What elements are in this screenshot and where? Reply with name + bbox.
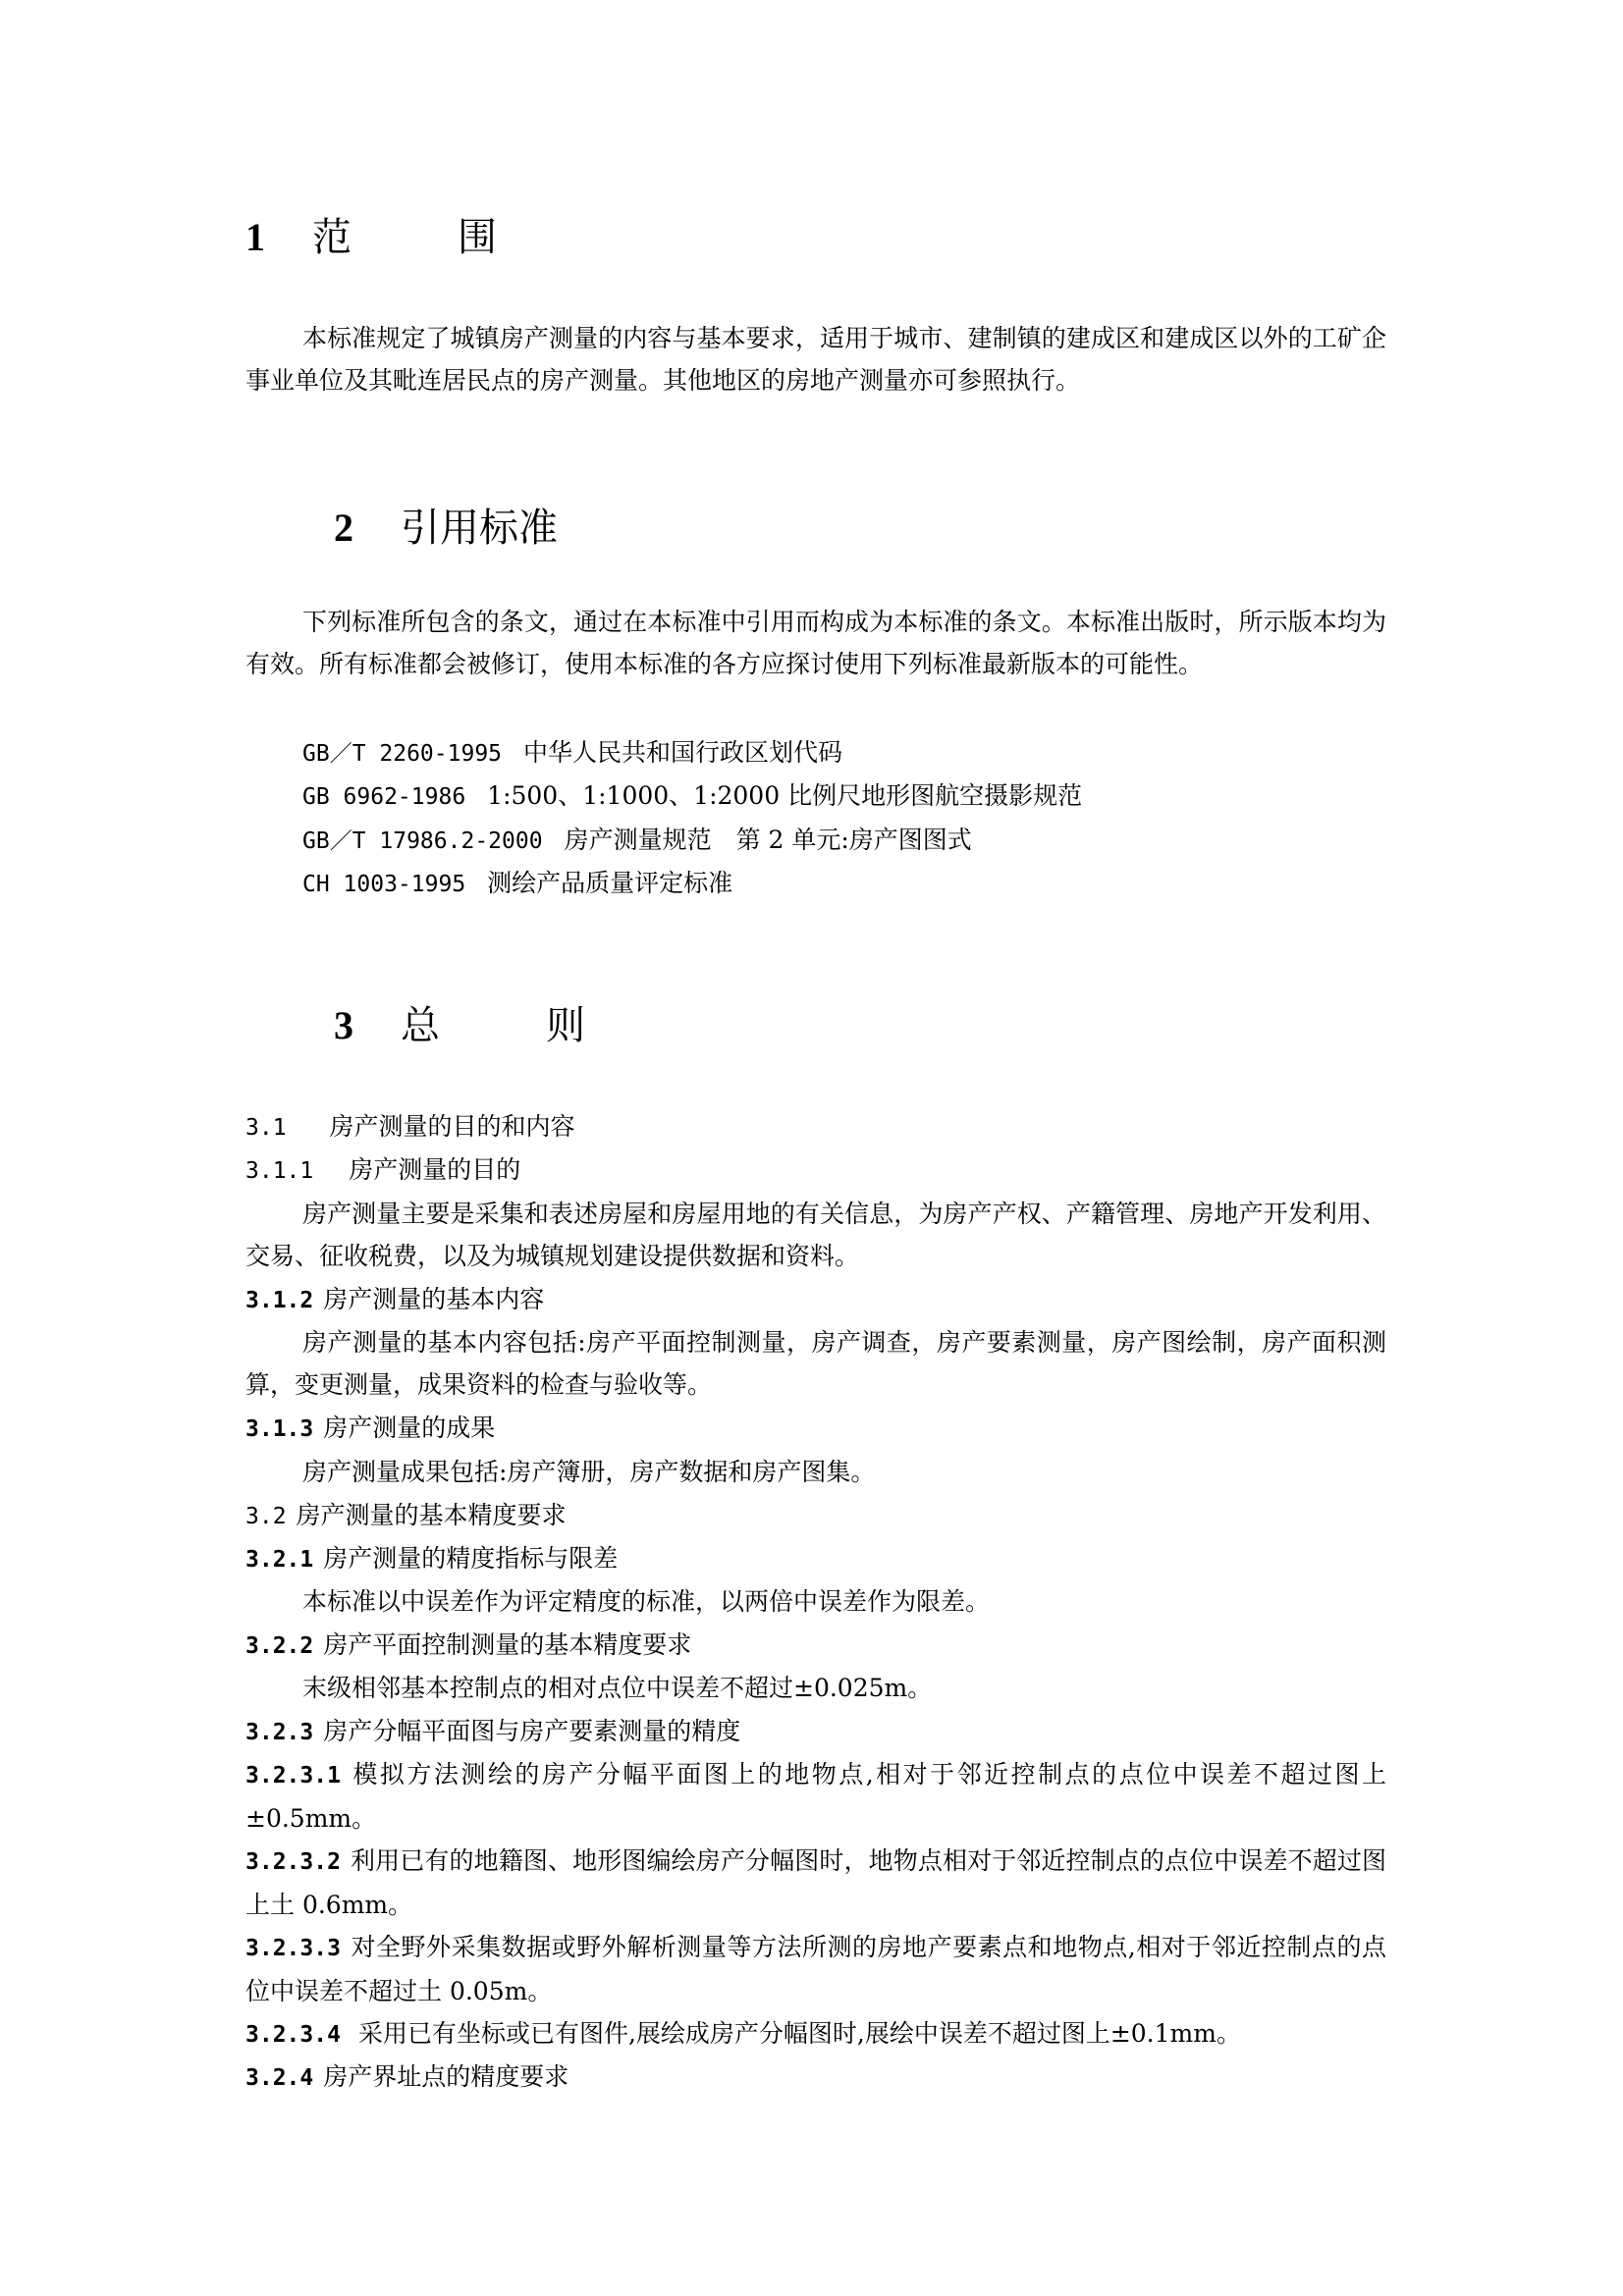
clause-3-1-2-body: 房产测量的基本内容包括:房产平面控制测量，房产调查，房产要素测量，房产图绘制，房产面积测算，变更测量，成果资料的检查与验收等。 [245,1328,1386,1399]
reference-item [302,731,842,775]
clause-3-1-1-body: 房产测量主要是采集和表述房屋和房屋用地的有关信息，为房产产权、产籍管理、房地产开发利用、交易、征收税费，以及为城镇规划建设提供数据和资料。 [245,1200,1386,1270]
section-1-body: 本标准规定了城镇房产测量的内容与基本要求，适用于城市、建制镇的建成区和建成区以外的工矿企事业单位及其毗连居民点的房产测量。其他地区的房地产测量亦可参照执行。 [245,324,1386,395]
clause-number: 3.2.3.1 [245,1763,341,1789]
reference-item [302,819,972,863]
clause-body: 对全野外采集数据或野外解析测量等方法所测的房地产要素点和地物点,相对于邻近控制点的点位中误差不超过土 0.05m。 [245,1933,1386,2005]
clause-title: 房产界址点的精度要求 [323,2062,569,2091]
clause-3-2-3-2 [245,1840,1386,1926]
reference-name: 中华人民共和国行政区划代码 [523,738,843,767]
section-number: 1 [245,215,265,259]
clause-3-2-2 [245,1624,691,1668]
reference-code: GB／T 2260-1995 [302,741,503,767]
clause-number: 3.1 [245,1115,287,1141]
reference-name: 测绘产品质量评定标准 [487,869,733,897]
clause-number: 3.1.3 [245,1416,314,1442]
clause-title: 房产测量的精度指标与限差 [323,1544,619,1573]
reference-name: 房产测量规范 第 2 单元:房产图图式 [564,826,972,854]
clause-title: 房产测量的基本精度要求 [296,1501,567,1529]
reference-code: CH 1003-1995 [302,872,466,897]
clause-title: 房产测量的目的和内容 [329,1112,575,1141]
clause-3-2-3-4 [245,2012,1241,2056]
clause-title: 房产分幅平面图与房产要素测量的精度 [323,1717,741,1745]
section-2-heading [334,506,558,551]
clause-number: 3.2.3 [245,1720,314,1745]
clause-3-2-1 [245,1537,618,1581]
clause-title: 房产测量的基本内容 [323,1285,545,1313]
clause-3-2 [245,1494,567,1538]
section-3-heading [334,1003,585,1048]
clause-number: 3.2.1 [245,1547,314,1573]
reference-name: 1:500、1:1000、1:2000 比例尺地形图航空摄影规范 [487,781,1083,810]
section-title-char: 围 [458,215,497,260]
section-number: 2 [334,506,353,550]
clause-body: 利用已有的地籍图、地形图编绘房产分幅图时，地物点相对于邻近控制点的点位中误差不超过图上土 0.6mm。 [245,1846,1386,1919]
clause-3-1-3 [245,1407,495,1451]
clause-3-2-3-3 [245,1926,1386,2012]
clause-3-1 [245,1105,575,1149]
reference-code: GB／T 17986.2-2000 [302,828,543,854]
clause-title: 房产测量的成果 [323,1414,496,1442]
section-title-char: 范 [312,215,352,260]
section-1-heading [245,215,497,260]
clause-3-2-3-1 [245,1753,1386,1840]
clause-3-1-2 [245,1278,544,1322]
clause-3-2-1-body: 本标准以中误差作为评定精度的标准，以两倍中误差作为限差。 [302,1587,991,1616]
clause-3-2-4 [245,2056,568,2100]
clause-number: 3.2 [245,1504,287,1529]
section-title-char: 则 [546,1003,585,1048]
clause-title: 房产平面控制测量的基本精度要求 [323,1630,692,1659]
reference-item [302,774,1082,819]
clause-body: 模拟方法测绘的房产分幅平面图上的地物点,相对于邻近控制点的点位中误差不超过图上±0.5mm。 [245,1760,1386,1833]
clause-number: 3.2.2 [245,1633,314,1659]
clause-number: 3.2.3.2 [245,1849,341,1875]
clause-body: 采用已有坐标或已有图件,展绘成房产分幅图时,展绘中误差不超过图上±0.1mm。 [357,2019,1241,2048]
clause-number: 3.1.2 [245,1288,314,1313]
reference-code: GB 6962-1986 [302,784,466,810]
clause-title: 房产测量的目的 [349,1155,521,1184]
clause-3-1-3-body: 房产测量成果包括:房产簿册，房产数据和房产图集。 [302,1458,876,1486]
clause-number: 3.2.3.3 [245,1936,341,1961]
clause-3-2-2-body: 末级相邻基本控制点的相对点位中误差不超过±0.025m。 [302,1674,933,1702]
clause-number: 3.1.1 [245,1158,314,1184]
clause-number: 3.2.3.4 [245,2022,341,2048]
clause-number: 3.2.4 [245,2065,314,2091]
section-number: 3 [334,1003,353,1047]
section-title-char: 总 [401,1003,440,1048]
clause-3-2-3 [245,1710,740,1754]
section-title: 引用标准 [401,506,558,551]
reference-item [302,862,732,906]
section-2-body: 下列标准所包含的条文，通过在本标准中引用而构成为本标准的条文。本标准出版时，所示版本均为有效。所有标准都会被修订，使用本标准的各方应探讨使用下列标准最新版本的可能性。 [245,608,1386,678]
clause-3-1-1 [245,1148,520,1193]
